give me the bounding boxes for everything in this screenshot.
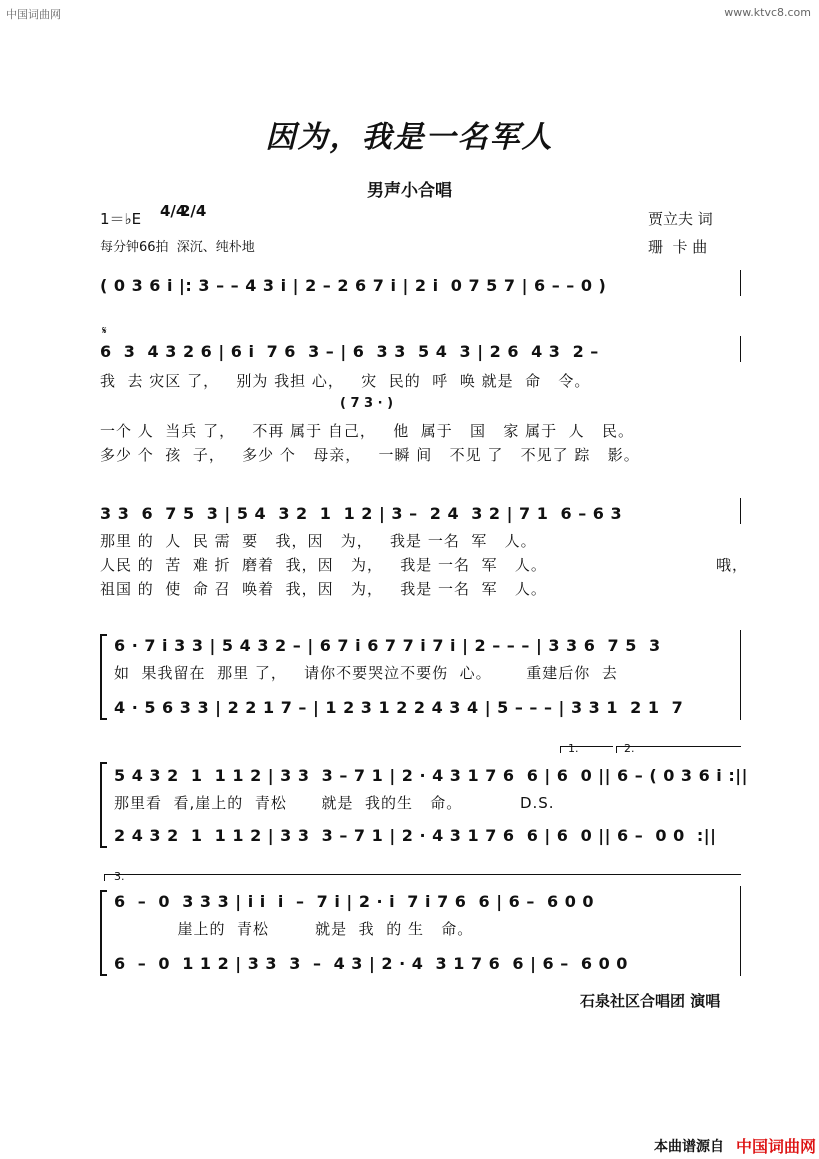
barline-end-s2	[740, 336, 741, 362]
volta-label-2: 2.	[624, 742, 635, 755]
footer-source-label: 本曲谱源自	[654, 1139, 724, 1155]
verse-lyric-3: 多少 个 孩 子， 多少 个 母亲， 一瞬 间 不见 了 不见了 踪 影。	[100, 446, 640, 464]
footer-brand-link[interactable]: 中国词曲网	[736, 1137, 817, 1156]
bridge-lyric: 如 果我留在 那里 了， 请你不要哭泣不要伤 心。 重建后你 去	[114, 664, 618, 682]
bridge-upper-notes: 6 · 7 i 3 3 | 5 4 3 2 – | 6 7 i 6 7 7 i 7 i | 2 – – – | 3 3 6 7 5 3	[114, 636, 661, 655]
composer-credit: 珊 卡 曲	[648, 238, 708, 256]
chorus-lyric-3: 祖国 的 使 命 召 唤着 我，因 为， 我是 一名 军 人。	[100, 580, 547, 598]
time-signature-b: 2/4	[180, 202, 207, 220]
refrain-lyric: 那里看 看,崖上的 青松 就是 我的生 命。 D.S.	[114, 794, 555, 812]
segno-sign: 𝄋	[102, 324, 107, 337]
bridge-lower-notes: 4 · 5 6 3 3 | 2 2 1 7 – | 1 2 3 1 2 2 4 3 4 | 5 – – – | 3 3 1 2 1 7	[114, 698, 684, 717]
intro-notes: ( 0 3 6 i |: 3 – – 4 3 i | 2 – 2 6 7 i | 2 i 0 7 5 7 | 6 – – 0 )	[100, 276, 607, 295]
performer-credit: 石泉社区合唱团 演唱	[580, 992, 721, 1010]
chorus-notes: 3 3 6 7 5 3 | 5 4 3 2 1 1 2 | 3 – 2 4 3 2 | 7 1 6 – 6 3	[100, 504, 623, 523]
system-bracket-s5	[100, 762, 107, 848]
coda-lower-notes: 6 – 0 1 1 2 | 3 3 3 – 4 3 | 2 · 4 3 1 7 6 6 | 6 – 6 0 0	[114, 954, 628, 973]
verse-notes: 6 3 4 3 2 6 | 6 i 7 6 3 – | 6 3 3 5 4 3 | 2 6 4 3 2 –	[100, 342, 599, 361]
volta-label-1: 1.	[568, 742, 579, 755]
song-subtitle: 男声小合唱	[367, 181, 452, 201]
tempo-marking: 每分钟66拍 深沉、纯朴地	[100, 240, 255, 255]
site-watermark-right: www.ktvc8.com	[724, 6, 811, 19]
barline-end-s3	[740, 498, 741, 524]
song-title: 因为，我是一名军人	[265, 120, 554, 155]
system-bracket-s4	[100, 634, 107, 720]
refrain-lower-notes: 2 4 3 2 1 1 1 2 | 3 3 3 – 7 1 | 2 · 4 3 1 7 6 6 | 6 0 || 6 – 0 0 :||	[114, 826, 717, 845]
volta-bracket-2	[616, 746, 741, 753]
barline-end-s4	[740, 630, 741, 720]
parenthetical-notes: ( 7 3 · )	[340, 396, 394, 411]
oh-interjection: 哦，	[716, 556, 749, 574]
barline-end-s1	[740, 270, 741, 296]
chorus-lyric-2: 人民 的 苦 难 折 磨着 我，因 为， 我是 一名 军 人。	[100, 556, 547, 574]
verse-lyric-1: 我 去 灾区 了， 别为 我担 心， 灾 民的 呼 唤 就是 命 令。	[100, 372, 591, 390]
verse-lyric-2: 一个 人 当兵 了， 不再 属于 自己， 他 属于 国 家 属于 人 民。	[100, 422, 634, 440]
chorus-lyric-1: 那里 的 人 民 需 要 我，因 为， 我是 一名 军 人。	[100, 532, 537, 550]
coda-upper-notes: 6 – 0 3 3 3 | i i i – 7 i | 2 · i 7 i 7 6 6 | 6 – 6 0 0	[114, 892, 595, 911]
coda-lyric: 崖上的 青松 就是 我 的 生 命。	[114, 920, 474, 938]
volta-label-3: 3.	[114, 870, 125, 883]
site-watermark-left: 中国词曲网	[6, 8, 61, 21]
system-bracket-s6	[100, 890, 107, 976]
key-signature: 1＝♭E	[100, 210, 142, 228]
time-signature-a: 4/4	[160, 202, 187, 220]
barline-end-s6	[740, 886, 741, 976]
refrain-upper-notes: 5 4 3 2 1 1 1 2 | 3 3 3 – 7 1 | 2 · 4 3 1 7 6 6 | 6 0 || 6 – ( 0 3 6 i :||	[114, 766, 748, 785]
lyricist-credit: 贾立夫 词	[648, 210, 713, 228]
volta-bracket-3	[104, 874, 741, 881]
